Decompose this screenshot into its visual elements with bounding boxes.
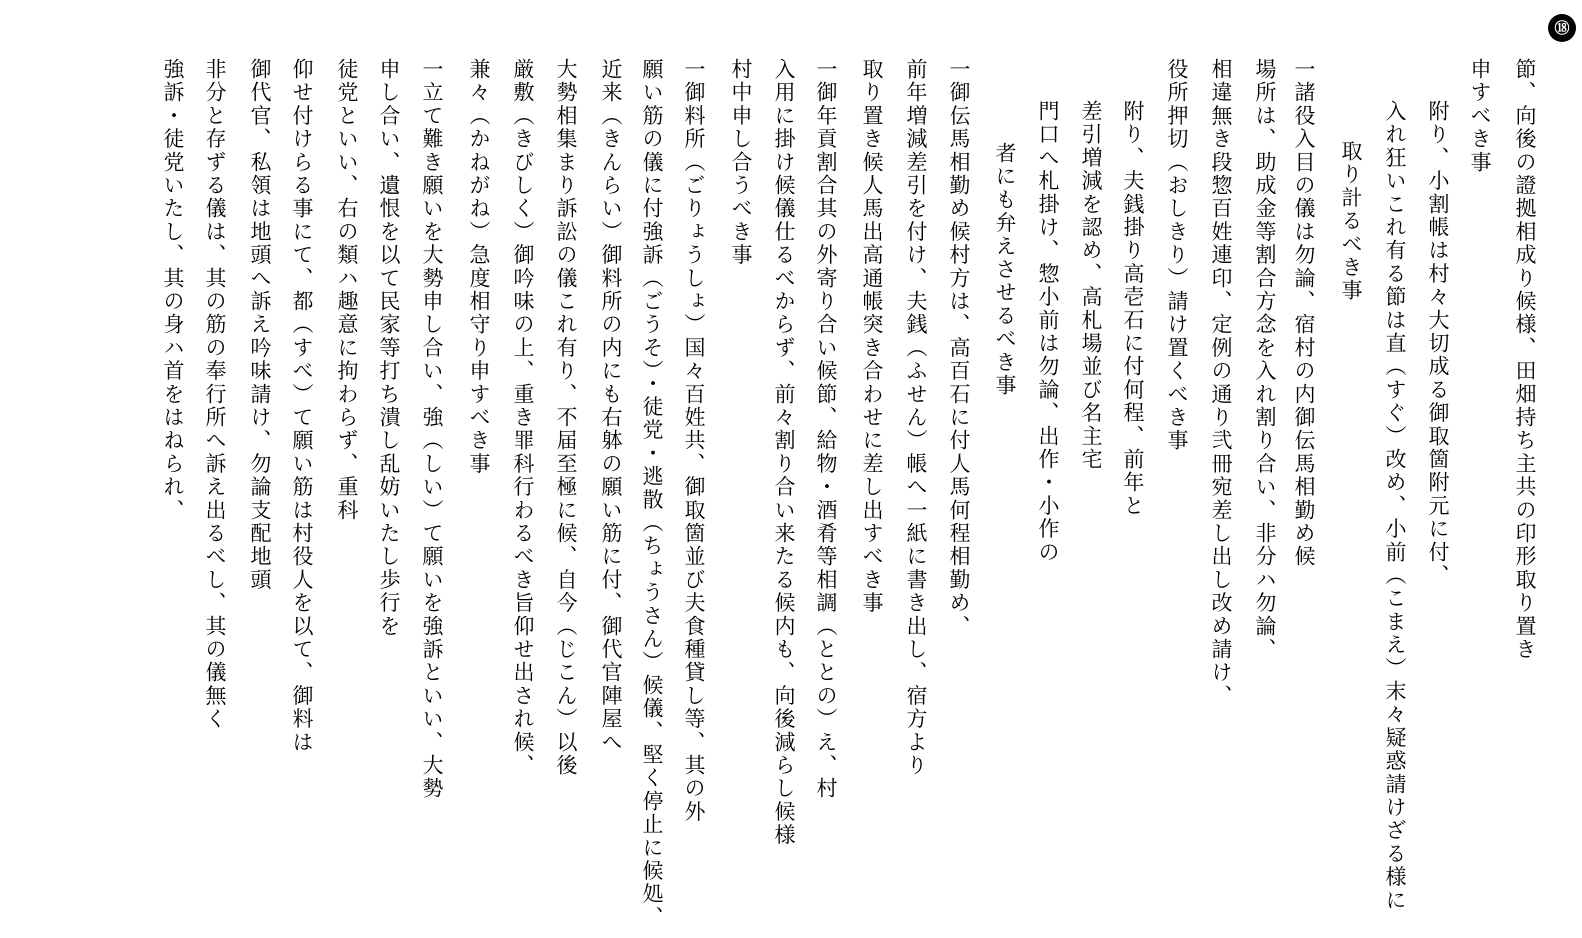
text-line-9: 役所押切（おしきり）請け置くべき事 bbox=[1165, 58, 1189, 453]
text-line-27: 申し合い、遺恨を以て民家等打ち潰し乱妨いたし歩行を bbox=[377, 58, 401, 638]
text-line-18: 入用に掛け候儀仕るべからず、前々割り合い来たる候内も、向後減らし候様 bbox=[772, 58, 796, 847]
text-line-22: 近来（きんらい）御料所の内にも右躰の願い筋に付、御代官陣屋へ bbox=[599, 58, 623, 754]
text-line-17: 一御年貢割合其の外寄り合い候節、給物・酒肴等相調（ととの）え、村 bbox=[814, 58, 838, 801]
text-line-8: 相違無き段惣百姓連印、定例の通り弐冊宛差し出し改め請け、 bbox=[1209, 58, 1233, 708]
vertical-text-body bbox=[156, 58, 1542, 928]
page-number-badge: ⑱ bbox=[1548, 14, 1576, 42]
text-line-6: 一諸役入目の儀は勿論、宿村の内御伝馬相勤め候 bbox=[1292, 58, 1316, 569]
text-line-29: 仰せ付けらる事にて、都（すべ）て願い筋は村役人を以て、御料は bbox=[290, 58, 314, 755]
text-line-10: 附り、夫銭掛り高壱石に付何程、前年と bbox=[1121, 100, 1145, 518]
text-line-23: 大勢相集まり訴訟の儀これ有り、不届至極に候、自今（じこん）以後 bbox=[554, 58, 578, 778]
text-line-14: 一御伝馬相勤め候村方は、高百石に付人馬何程相勤め、 bbox=[947, 58, 971, 638]
text-line-12: 門口へ札掛け、惣小前は勿論、出作・小作の bbox=[1036, 100, 1060, 564]
text-line-1: 節、向後の證拠相成り候様、田畑持ち主共の印形取り置き bbox=[1513, 58, 1537, 662]
text-line-20: 一御料所（ごりょうしょ）国々百姓共、御取箇並び夫食種貸し等、其の外 bbox=[682, 58, 706, 824]
text-line-24: 厳敷（きびしく）御吟味の上、重き罪科行わるべき旨仰せ出され候、 bbox=[511, 58, 535, 778]
text-line-11: 差引増減を認め、高札場並び名主宅 bbox=[1079, 100, 1103, 472]
text-line-4: 入れ狂いこれ有る節は直（すぐ）改め、小前（こまえ）末々疑惑請けざる様に bbox=[1383, 100, 1407, 912]
text-line-21: 願い筋の儀に付強訴（ごうそ）・徒党・逃散（ちょうさん）候儀、堅く停止に候処、 bbox=[640, 58, 664, 930]
text-line-19: 村中申し合うべき事 bbox=[729, 58, 753, 267]
text-line-32: 強訴・徒党いたし、其の身ハ首をはねられ、 bbox=[161, 58, 185, 522]
text-line-26: 一立て難き願いを大勢申し合い、強（しい）て願いを強訴といい、大勢 bbox=[420, 58, 444, 801]
text-line-3: 附り、小割帳は村々大切成る御取箇附元に付、 bbox=[1426, 100, 1450, 588]
text-line-15: 前年増減差引を付け、夫銭（ふせん）帳へ一紙に書き出し、宿方より bbox=[904, 58, 928, 778]
text-line-2: 申すべき事 bbox=[1468, 58, 1492, 174]
text-line-5: 取り計るべき事 bbox=[1339, 140, 1363, 303]
text-line-31: 非分と存ずる儀は、其の筋の奉行所へ訴え出るべし、其の儀無く bbox=[203, 58, 227, 731]
text-line-13: 者にも弁えさせるべき事 bbox=[993, 142, 1017, 398]
text-line-25: 兼々（かねがね）急度相守り申すべき事 bbox=[467, 58, 491, 476]
text-line-30: 御代官、私領は地頭へ訴え吟味請け、勿論支配地頭 bbox=[248, 58, 272, 592]
text-line-7: 場所は、助成金等割合方念を入れ割り合い、非分ハ勿論、 bbox=[1253, 58, 1277, 662]
text-line-28: 徒党といい、右の類ハ趣意に拘わらず、重科 bbox=[335, 58, 359, 522]
text-line-16: 取り置き候人馬出高通帳突き合わせに差し出すべき事 bbox=[860, 58, 884, 615]
